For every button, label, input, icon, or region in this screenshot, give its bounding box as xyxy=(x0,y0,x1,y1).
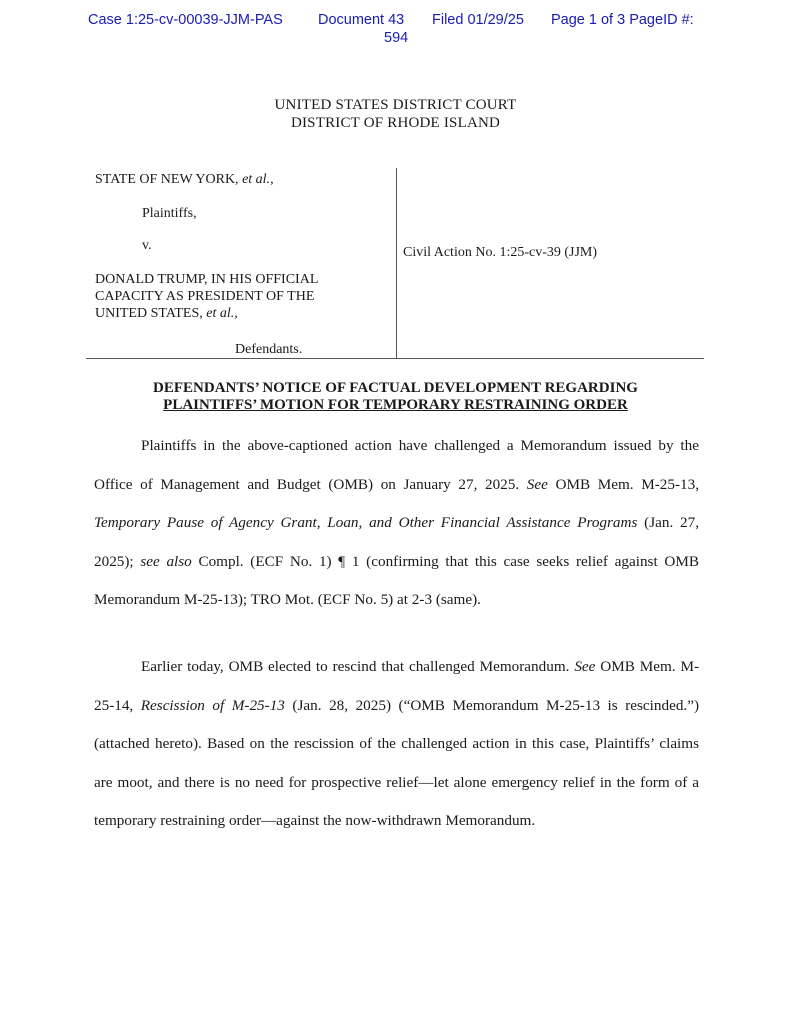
document-title xyxy=(0,380,791,414)
paragraph-1: Plaintiffs in the above-captioned action have challenged a Memorandum issued by the Office of Management and Budget (OMB) on January 27, 2025. See OMB Mem. M-25-13, Temporary Pause of Agency Grant, Loan, and Other Financial Assistance Programs (Jan. 27, 2025); see also Compl. (ECF No. 1) ¶ 1 (confirming that this case seeks relief against OMB Memorandum M-25-13); TRO Mot. (ECF No. 5) at 2-3 (same). xyxy=(94,437,699,608)
defendant-name-line2: CAPACITY AS PRESIDENT OF THE xyxy=(95,289,315,304)
caption-divider-vertical xyxy=(396,168,397,358)
caption-divider-horizontal xyxy=(86,358,704,359)
defendants-label: Defendants. xyxy=(235,342,303,357)
defendant-name-line1: DONALD TRUMP, IN HIS OFFICIAL xyxy=(95,272,319,287)
court-name: UNITED STATES DISTRICT COURT xyxy=(274,97,517,113)
ecf-page-info: Page 1 of 3 PageID #: xyxy=(551,12,694,28)
plaintiffs-label: Plaintiffs, xyxy=(142,206,197,221)
ecf-case-number: Case 1:25-cv-00039-JJM-PAS xyxy=(88,12,283,28)
versus-label: v. xyxy=(142,238,152,253)
defendant-name-line3: UNITED STATES, et al., xyxy=(95,306,238,321)
paragraph-2: Earlier today, OMB elected to rescind that challenged Memorandum. See OMB Mem. M-25-14, Rescission of M-25-13 (Jan. 28, 2025) (“OMB Memorandum M-25-13 is rescinded.”) (attached hereto). Based on the rescission of the challenged action in this case, Plaintiffs’ claims are moot, and there is no need for prospective relief—let alone emergency relief in the form of a temporary restraining order—against the now-withdrawn Memorandum. xyxy=(94,658,700,829)
court-district: DISTRICT OF RHODE ISLAND xyxy=(290,115,501,131)
ecf-document-number: Document 43 xyxy=(318,12,405,28)
plaintiff-name: STATE OF NEW YORK, et al., xyxy=(95,172,274,187)
ecf-filed-date: Filed 01/29/25 xyxy=(432,12,524,28)
document-title-line2: PLAINTIFFS’ MOTION FOR TEMPORARY RESTRAINING ORDER xyxy=(163,397,628,413)
court-heading xyxy=(0,96,791,132)
ecf-page-id: 594 xyxy=(384,30,409,46)
document-title-line1: DEFENDANTS’ NOTICE OF FACTUAL DEVELOPMENT REGARDING xyxy=(153,380,638,396)
civil-action-number: Civil Action No. 1:25-cv-39 (JJM) xyxy=(403,245,598,260)
